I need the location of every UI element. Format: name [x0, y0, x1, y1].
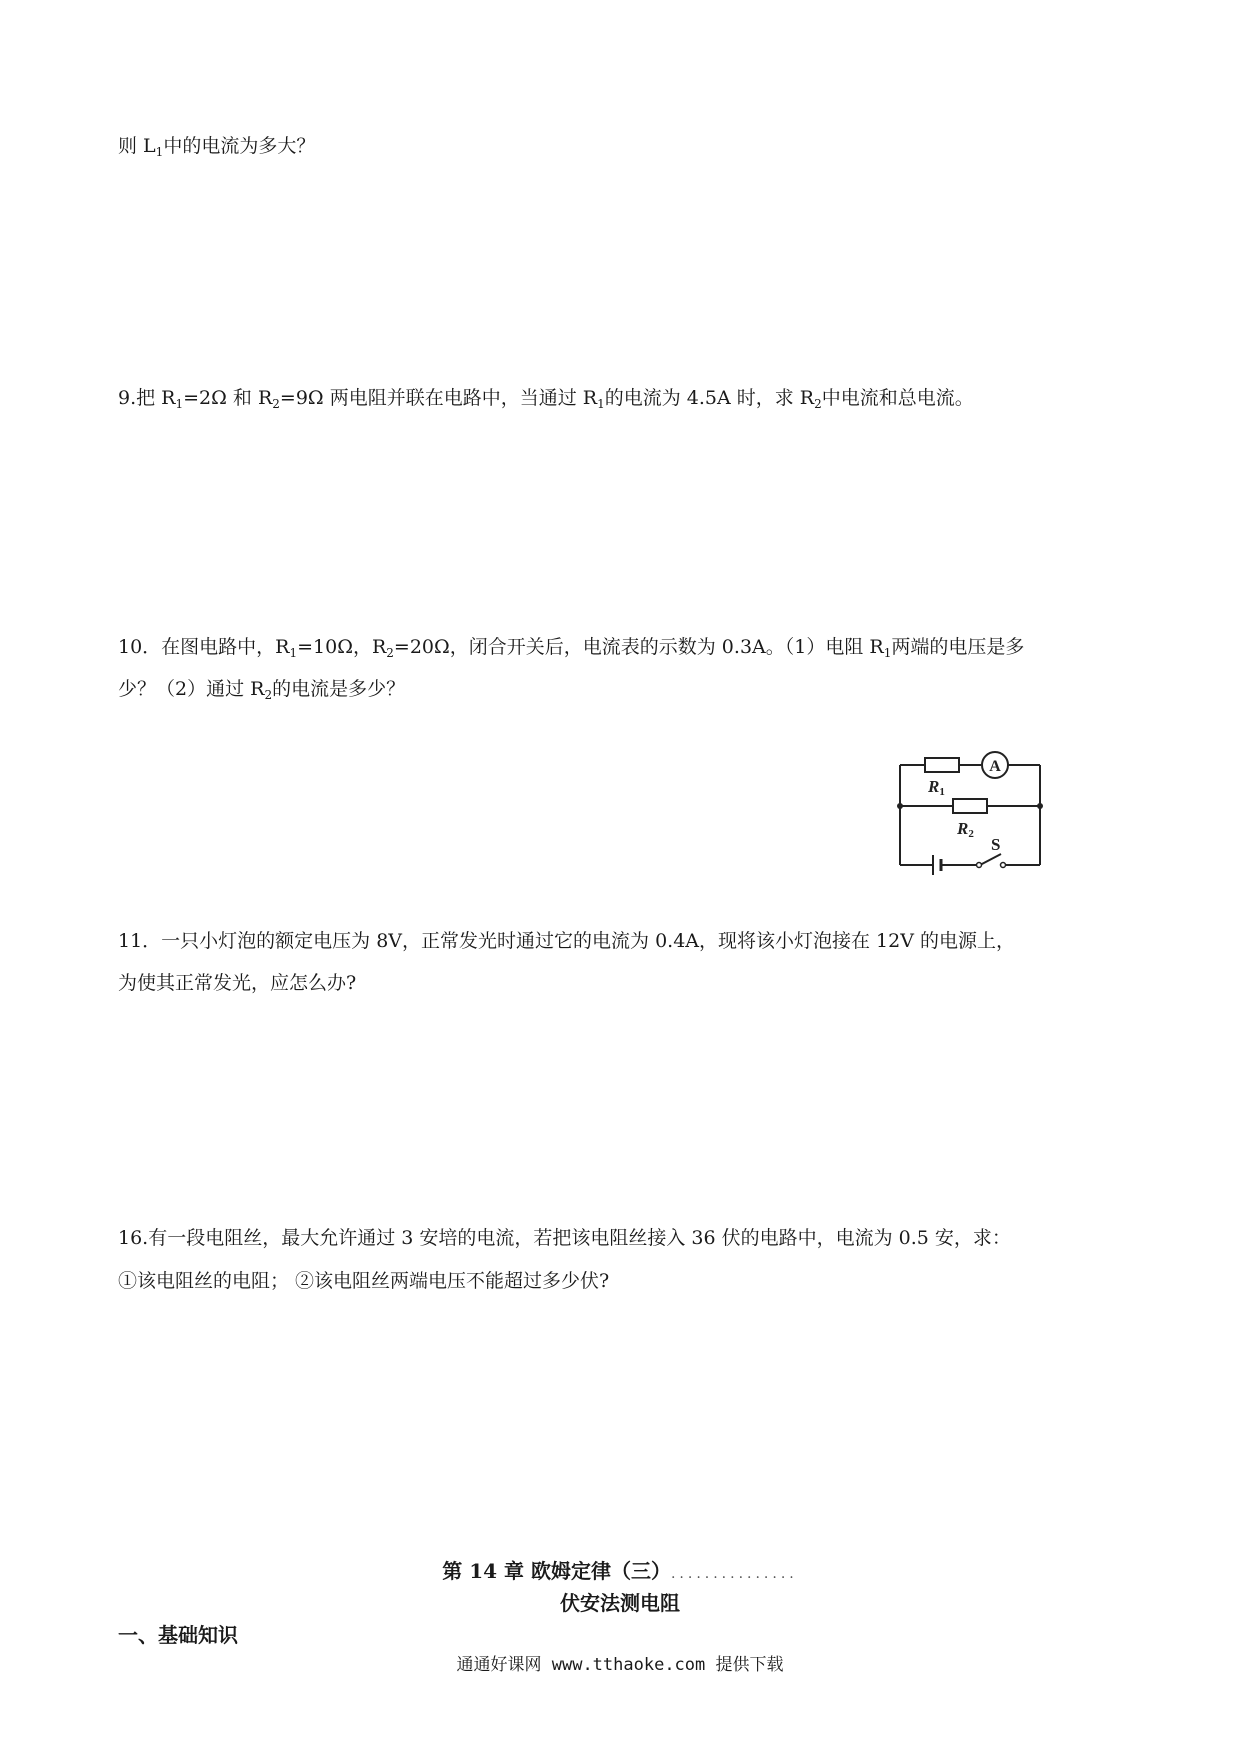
switch-contact-right — [1001, 863, 1006, 868]
question-10-line1: 10．在图电路中，$R_1=10\Omega$，$R_2=20\Omega$，闭合开关后，电流表的示数为 0.3A。（1）电阻 $R_1$两端的电压是多 — [118, 636, 1025, 660]
question-16-line1: 16.有一段电阻丝，最大允许通过 3 安培的电流，若把该电阻丝接入 36 伏的电路中，电流为 0.5 安，求： — [118, 1227, 1011, 1249]
switch-contact-left — [977, 863, 982, 868]
chapter-subtitle: 伏安法测电阻 — [560, 1591, 680, 1615]
question-9: 9.把 $R_1=2\Omega$ 和 $R_2=9\Omega$ 两电阻并联在电路中，当通过 $R_1$的电流为 4.5A 时，求 $R_2$中电流和总电流。 — [118, 387, 974, 411]
question-11-line2: 为使其正常发光，应怎么办? — [118, 972, 357, 994]
question-16-line2: ①该电阻丝的电阻； ②该电阻丝两端电压不能超过多少伏? — [118, 1270, 610, 1292]
r2-label: R2 — [957, 819, 974, 840]
resistor-r1 — [925, 758, 959, 772]
junction-right — [1037, 803, 1043, 809]
q8-tail: 则 $L_1$中的电流为多大？ — [118, 135, 316, 159]
decorative-dots: ............... — [670, 1566, 798, 1582]
section-heading: 一、基础知识 — [118, 1623, 238, 1647]
switch-blade — [980, 854, 1001, 865]
circuit-diagram — [895, 740, 1065, 875]
question-10-line2: 少？（2）通过 $R_2$的电流是多少？ — [118, 678, 406, 702]
chapter-title: 第 14 章 欧姆定律（三）............... — [442, 1559, 798, 1583]
footer-credit: 通通好课网 www.tthaoke.com 提供下载 — [456, 1655, 784, 1675]
ammeter-label: A — [989, 758, 1001, 775]
resistor-r2 — [953, 799, 987, 813]
question-11-line1: 11．一只小灯泡的额定电压为 8V，正常发光时通过它的电流为 0.4A，现将该小灯泡接在 12V 的电源上， — [118, 930, 1015, 952]
switch-label: S — [991, 835, 1001, 854]
r1-label: R1 — [928, 777, 945, 798]
junction-left — [897, 803, 903, 809]
